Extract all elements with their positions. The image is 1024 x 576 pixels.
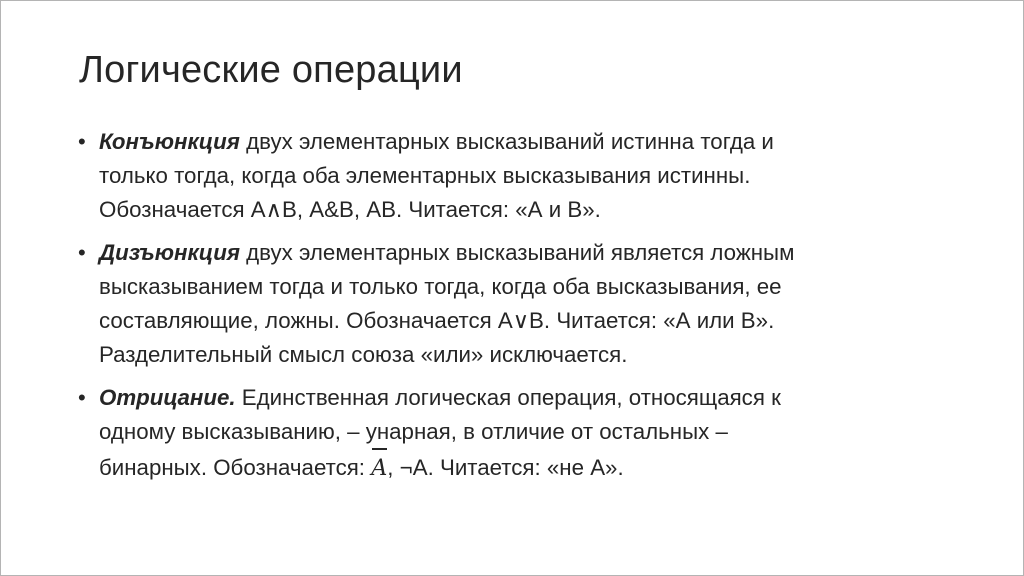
bullet-marker: •: [78, 240, 86, 265]
not-a-symbol: [371, 449, 387, 485]
conjunction-text-line-1: двух элементарных высказываний истинна тогда и: [239, 129, 774, 154]
conjunction-text-line-2: только тогда, когда оба элементарных высказывания истинны.: [99, 163, 751, 188]
negation-text-line-3-end: , ¬А. Читается: «не А».: [387, 455, 624, 480]
disjunction-text-line-3: составляющие, ложны. Обозначается А∨В. Читается: «А или В».: [99, 308, 775, 333]
disjunction-text-line-1: двух элементарных высказываний является ложным: [239, 240, 795, 265]
term-negation: Отрицание.: [99, 385, 236, 410]
bullet-list: [78, 125, 958, 494]
negation-text-line-2: одному высказыванию, – унарная, в отличие от остальных –: [99, 419, 728, 444]
negation-text-line-3-start: бинарных. Обозначается:: [99, 455, 372, 480]
slide-title: Логические операции: [79, 49, 463, 91]
negation-text-line-1: Единственная логическая операция, относящаяся к: [235, 385, 781, 410]
bullet-marker: •: [78, 385, 86, 410]
term-conjunction: Конъюнкция: [99, 129, 240, 154]
bullet-marker: •: [78, 129, 86, 154]
not-a-letter: A: [371, 455, 388, 481]
term-disjunction: Дизъюнкция: [99, 240, 240, 265]
bullet-disjunction: [78, 236, 958, 372]
disjunction-text-line-2: высказыванием тогда и только тогда, когда оба высказывания, ее: [99, 274, 782, 299]
bullet-conjunction: [78, 125, 958, 227]
disjunction-text-line-4: Разделительный смысл союза «или» исключается.: [99, 342, 628, 367]
conjunction-text-line-3: Обозначается А∧В, А&В, АВ. Читается: «А и В».: [99, 197, 601, 222]
bullet-negation: [78, 381, 958, 485]
overline: [372, 448, 387, 450]
